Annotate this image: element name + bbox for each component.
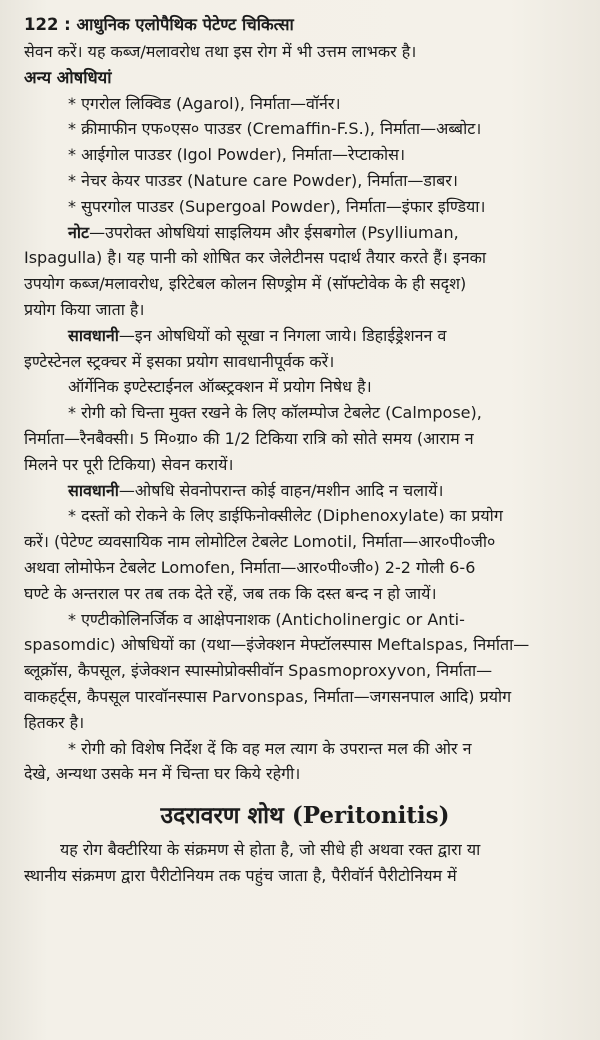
caution-text: —इन ओषधियों को सूखा न निगला जाये। डिहाईड्रेशनन व <box>118 325 447 345</box>
section-title <box>24 801 586 831</box>
note-label: नोट <box>68 222 90 242</box>
body-line: देखे, अन्यथा उसके मन में चिन्ता घर किये रहेगी। <box>24 764 301 784</box>
medicine-item: * एगरोल लिक्विड (Agarol), निर्माता—वॉर्नर। <box>68 93 341 113</box>
anticholinergic-paragraph: * एण्टीकोलिनर्जिक व आक्षेपनाशक (Anticholinergic or Anti- <box>68 609 465 629</box>
body-line: प्रयोग किया जाता है। <box>24 299 145 319</box>
body-line: इण्टेस्टेनल स्ट्रक्चर में इसका प्रयोग सावधानीपूर्वक करें। <box>24 351 335 371</box>
other-medicines-heading: अन्य ओषधियां <box>24 67 112 87</box>
body-line: सेवन करें। यह कब्ज/मलावरोध तथा इस रोग में भी उत्तम लाभकर है। <box>24 42 417 61</box>
medicine-item: * आईगोल पाउडर (Igol Powder), निर्माता—रेप्टाकोस। <box>68 145 406 165</box>
body-line: spasomdic) ओषधियों का (यथा—इंजेक्शन मेफ्टॉलस्पास Meftalspas, निर्माता— <box>24 635 530 655</box>
medicine-item: * सुपरगोल पाउडर (Supergoal Powder), निर्माता—इंफार इण्डिया। <box>68 196 486 216</box>
body-line: निर्माता—रैनबैक्सी। 5 मि०ग्रा० की 1/2 टिकिया रात्रि को सोते समय (आराम न <box>24 428 474 448</box>
medicine-item: * क्रीमाफीन एफ०एस० पाउडर (Cremaffin-F.S.), निर्माता—अब्बोट। <box>68 119 482 139</box>
body-line: अथवा लोमोफेन टेबलेट Lomofen, निर्माता—आर०पी०जी०) 2-2 गोली 6-6 <box>24 557 476 577</box>
body-line: करें। (पेटेण्ट व्यवसायिक नाम लोमोटिल टेबलेट Lomotil, निर्माता—आर०पी०जी० <box>24 532 496 552</box>
medicine-item: * नेचर केयर पाउडर (Nature care Powder), निर्माता—डाबर। <box>68 170 458 190</box>
calmpose-paragraph: * रोगी को चिन्ता मुक्त रखने के लिए कॉलम्पोज टेबलेट (Calmpose), <box>68 403 482 423</box>
caution-paragraph <box>24 323 586 349</box>
peritonitis-paragraph: यह रोग बैक्टीरिया के संक्रमण से होता है, जो सीधे ही अथवा रक्त द्वारा या <box>60 840 481 860</box>
running-header: 122 : आधुनिक एलोपैथिक पेटेण्ट चिकित्सा <box>24 15 294 34</box>
body-line: हितकर है। <box>24 712 85 732</box>
body-line: वाकहर्ट्स, कैपसूल पारवॉनस्पास Parvonspas, निर्माता—जगसनपाल आदि) प्रयोग <box>24 686 512 706</box>
body-line: स्थानीय संक्रमण द्वारा पैरीटोनियम तक पहुंच जाता है, पैरीवॉर्न पैरीटोनियम में <box>24 865 457 885</box>
caution-text: —ओषधि सेवनोपरान्त कोई वाहन/मशीन आदि न चलायें। <box>118 480 444 500</box>
note-paragraph <box>24 220 586 246</box>
instruction-paragraph: * रोगी को विशेष निर्देश दें कि वह मल त्याग के उपरान्त मल की ओर न <box>68 738 472 758</box>
body-line: घण्टे के अन्तराल पर तब तक देते रहें, जब तक कि दस्त बन्द न हो जायें। <box>24 583 437 603</box>
body-line: ब्लूक्रॉस, कैपसूल, इंजेक्शन स्पास्मोप्रोक्सीवॉन Spasmoproxyvon, निर्माता— <box>24 661 493 681</box>
body-line: ऑर्गेनिक इण्टेस्टाईनल ऑब्स्ट्रक्शन में प्रयोग निषेध है। <box>68 377 372 397</box>
body-line: मिलने पर पूरी टिकिया) सेवन करायें। <box>24 454 234 474</box>
body-line: उपयोग कब्ज/मलावरोध, इरिटेबल कोलन सिण्ड्रोम में (सॉफ्टोवेक के ही सदृश) <box>24 274 467 294</box>
section-title-english: (Peritonitis) <box>291 802 450 830</box>
caution-label: सावधानी <box>68 325 119 345</box>
note-text: —उपरोक्त ओषधियां साइलियम और ईसबगोल (Psylliuman, <box>89 222 459 242</box>
body-line: Ispagulla) है। यह पानी को शोषित कर जेलेटीनस पदार्थ तैयार करते हैं। इनका <box>24 248 487 268</box>
section-title-hindi: उदरावरण शोथ <box>160 803 284 830</box>
caution-label: सावधानी <box>68 480 119 500</box>
diphenoxylate-paragraph: * दस्तों को रोकने के लिए डाईफिनोक्सीलेट (Diphenoxylate) का प्रयोग <box>68 506 503 526</box>
caution-paragraph <box>24 478 586 504</box>
